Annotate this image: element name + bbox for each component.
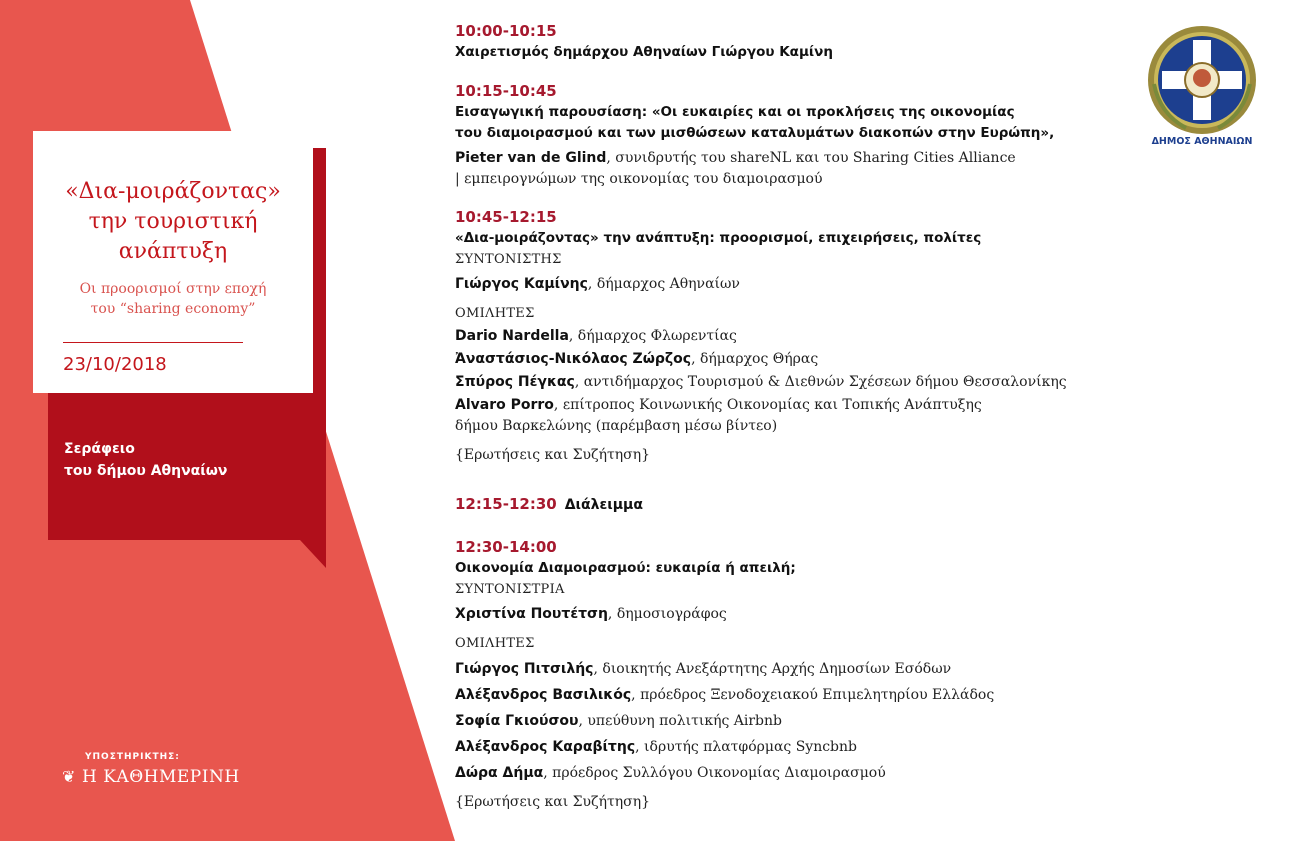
speaker-desc: , συνιδρυτής του shareNL και του Sharing Cities Alliance <box>606 150 1016 166</box>
subtitle-line-2: του “sharing economy” <box>90 301 256 317</box>
session-4-speaker-4 <box>455 737 994 758</box>
session-3-title: «Δια-μοιράζοντας» την ανάπτυξη: προορισμοί, επιχειρήσεις, πολίτες <box>455 230 982 246</box>
venue-line-1: Σεράφειο <box>64 441 135 457</box>
sponsor-label: ΥΠΟΣΤΗΡΙΚΤΗΣ: <box>85 752 180 762</box>
break-time: 12:15-12:30 <box>455 495 557 513</box>
venue-line-2: του δήμου Αθηναίων <box>64 463 228 479</box>
title-divider <box>63 342 243 343</box>
session-3-speakers-label: ΟΜΙΛΗΤΕΣ <box>455 306 535 321</box>
subtitle-line-1: Οι προορισμοί στην εποχή <box>79 281 267 297</box>
speaker-name: Ἀναστάσιος-Νικόλαος Ζώρζος <box>455 351 692 367</box>
speaker-name: Γιώργος Πιτσιλής <box>455 661 594 677</box>
speaker-desc: , διοικητής Ανεξάρτητης Αρχής Δημοσίων Εσόδων <box>593 661 952 677</box>
session-3-qa: {Ερωτήσεις και Συζήτηση} <box>455 447 651 463</box>
session-2-title-line-2: του διαμοιρασμού και των μισθώσεων καταλυμάτων διακοπών στην Ευρώπη», <box>455 125 1055 141</box>
session-4-speaker-5 <box>455 763 994 784</box>
moderator-desc: , δημοσιογράφος <box>607 606 727 622</box>
speaker-name: Alvaro Porro <box>455 397 554 413</box>
speaker-name: Δώρα Δήμα <box>455 765 544 781</box>
session-1-time: 10:00-10:15 <box>455 22 557 40</box>
venue <box>64 438 227 482</box>
sponsor-logo <box>60 767 240 787</box>
speaker-desc: , δήμαρχος Φλωρεντίας <box>568 328 737 344</box>
session-4-speaker-3 <box>455 711 994 732</box>
session-1-title: Χαιρετισμός δημάρχου Αθηναίων Γιώργου Καμίνη <box>455 44 833 60</box>
moderator-name: Χριστίνα Πουτέτση <box>455 606 608 622</box>
speaker-name: Αλέξανδρος Βασιλικός <box>455 687 632 703</box>
session-1 <box>455 20 833 63</box>
speaker-name: Σπύρος Πέγκας <box>455 374 575 390</box>
title-line-3: ανάπτυξη <box>118 239 228 264</box>
session-3-time: 10:45-12:15 <box>455 208 557 226</box>
session-4-moderator-label: ΣΥΝΤΟΝΙΣΤΡΙΑ <box>455 582 565 597</box>
session-2-time: 10:15-10:45 <box>455 82 557 100</box>
event-date: 23/10/2018 <box>63 354 167 375</box>
speaker-desc: , επίτροπος Κοινωνικής Οικονομίας και Τοπικής Ανάπτυξης <box>553 397 982 413</box>
speaker-desc: , πρόεδρος Ξενοδοχειακού Επιμελητηρίου Ελλάδος <box>631 687 995 703</box>
session-4 <box>455 536 994 813</box>
session-4-speaker-1 <box>455 659 994 680</box>
speaker-name: Αλέξανδρος Καραβίτης <box>455 739 636 755</box>
moderator-name: Γιώργος Καμίνης <box>455 276 588 292</box>
crest-label: ΔΗΜΟΣ ΑΘΗΝΑΙΩΝ <box>1151 136 1253 147</box>
session-3-speaker-3 <box>455 372 1067 393</box>
session-4-moderator <box>455 604 994 625</box>
speaker-name: Pieter van de Glind <box>455 150 607 166</box>
dark-red-strip <box>313 148 326 393</box>
speaker-desc: , αντιδήμαρχος Τουρισμού & Διεθνών Σχέσεων δήμου Θεσσαλονίκης <box>574 374 1067 390</box>
event-title <box>33 177 313 267</box>
athens-municipality-crest-icon <box>1146 24 1258 150</box>
speaker-desc: , πρόεδρος Συλλόγου Οικονομίας Διαμοιρασμού <box>543 765 886 781</box>
session-3-moderator <box>455 274 1067 295</box>
event-subtitle <box>33 279 313 319</box>
moderator-desc: , δήμαρχος Αθηναίων <box>587 276 740 292</box>
session-2-speaker <box>455 148 1054 169</box>
session-4-title: Οικονομία Διαμοιρασμού: ευκαιρία ή απειλή; <box>455 560 796 576</box>
speaker-desc: , δήμαρχος Θήρας <box>691 351 819 367</box>
session-3-speaker-4 <box>455 395 1067 416</box>
sponsor-name: Η ΚΑΘΗΜΕΡΙΝΗ <box>82 767 240 787</box>
session-3-speaker-4-desc-2: δήμου Βαρκελώνης (παρέμβαση μέσω βίντεο) <box>455 418 778 434</box>
break-label: Διάλειμμα <box>564 497 643 513</box>
session-4-time: 12:30-14:00 <box>455 538 557 556</box>
session-3 <box>455 206 1067 466</box>
session-2-speaker-desc-2: | εμπειρογνώμων της οικονομίας του διαμοιρασμού <box>455 171 823 187</box>
break-line <box>455 494 643 513</box>
session-3-moderator-label: ΣΥΝΤΟΝΙΣΤΗΣ <box>455 252 562 267</box>
session-2-title-line-1: Εισαγωγική παρουσίαση: «Οι ευκαιρίες και οι προκλήσεις της οικονομίας <box>455 104 1015 120</box>
speaker-desc: , ιδρυτής πλατφόρμας Syncbnb <box>635 739 858 755</box>
kathimerini-mark-icon: ❦ <box>62 767 76 786</box>
title-card <box>33 131 313 393</box>
session-2 <box>455 80 1054 190</box>
title-line-1: «Δια-μοιράζοντας» <box>65 179 281 204</box>
session-3-speaker-2 <box>455 349 1067 370</box>
speaker-name: Σοφία Γκιούσου <box>455 713 579 729</box>
session-4-speakers-label: ΟΜΙΛΗΤΕΣ <box>455 636 535 651</box>
session-3-speaker-1 <box>455 326 1067 347</box>
speaker-name: Dario Nardella <box>455 328 569 344</box>
session-4-qa: {Ερωτήσεις και Συζήτηση} <box>455 794 651 810</box>
session-4-speaker-2 <box>455 685 994 706</box>
title-line-2: την τουριστική <box>88 209 258 234</box>
speaker-desc: , υπεύθυνη πολιτικής Airbnb <box>578 713 782 729</box>
